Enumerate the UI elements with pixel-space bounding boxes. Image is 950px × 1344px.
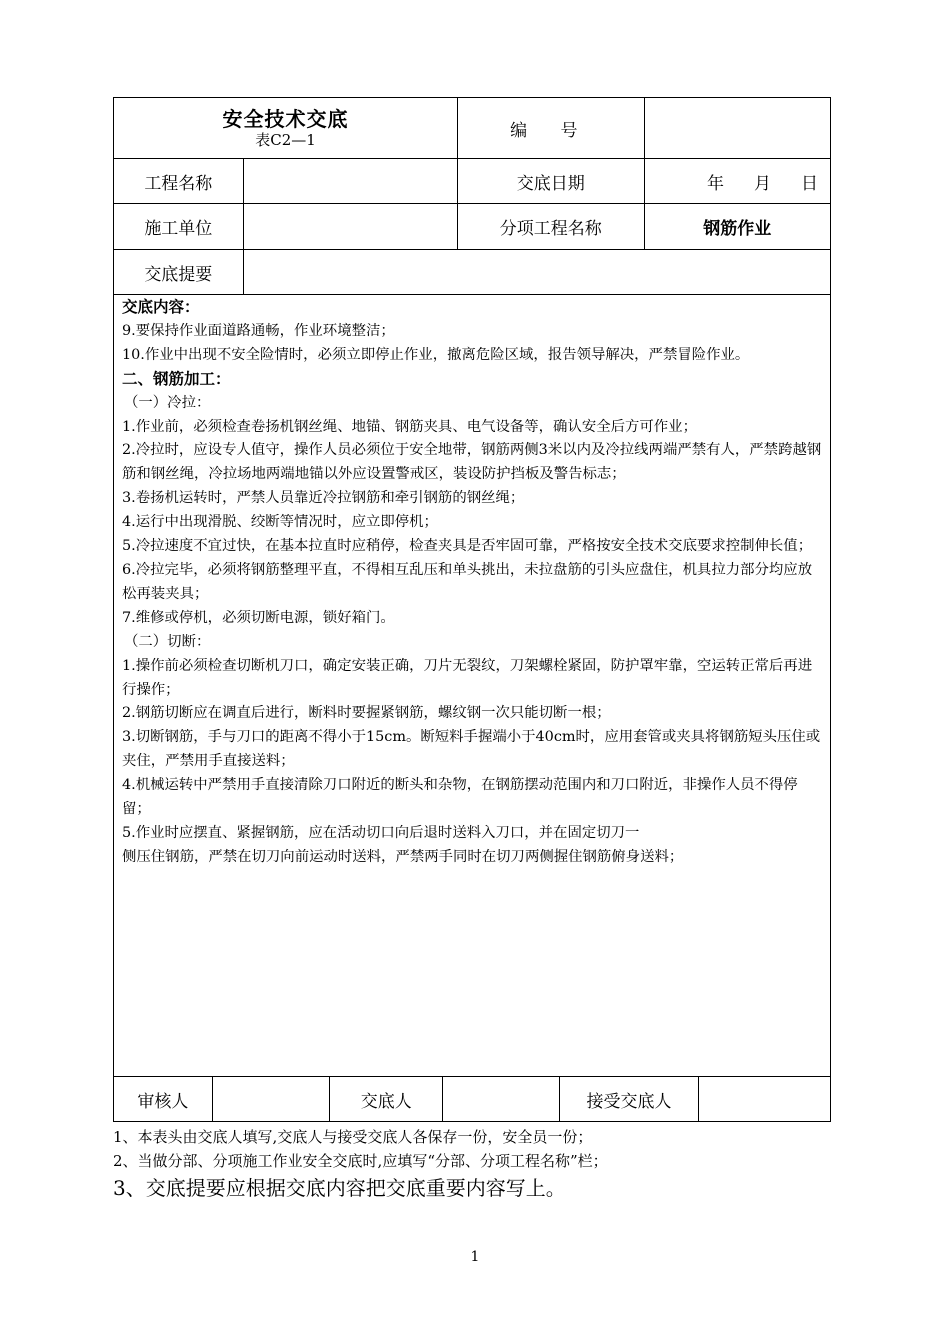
summary-label: 交底提要 xyxy=(144,264,213,285)
summary-row xyxy=(114,250,830,295)
reviewer-label-cell xyxy=(114,1077,213,1121)
project-name-label: 工程名称 xyxy=(144,173,213,194)
number-label-cell xyxy=(458,98,644,158)
presenter-value-cell[interactable] xyxy=(443,1077,560,1121)
receiver-label-cell xyxy=(560,1077,700,1121)
date-year: 年 xyxy=(707,173,724,194)
content-item: 3.卷扬机运转时，严禁人员靠近冷拉钢筋和牵引钢筋的钢丝绳； xyxy=(122,490,525,507)
subproject-value-cell[interactable] xyxy=(645,204,830,249)
unit-value-cell[interactable] xyxy=(244,204,458,249)
presenter-label-cell xyxy=(330,1077,443,1121)
section-title: 二、钢筋加工： xyxy=(122,369,231,388)
content-item: 7.维修或停机，必须切断电源，锁好箱门。 xyxy=(122,609,395,626)
content-item: 1.作业前，必须检查卷扬机钢丝绳、地锚、钢筋夹具、电气设备等，确认安全后方可作业； xyxy=(122,418,697,435)
content-item: 1.操作前必须检查切断机刀口，确定安装正确，刀片无裂纹，刀架螺栓紧固，防护罩牢靠，空运转正常后再进行操作； xyxy=(122,657,813,698)
subsection-title: （二）切断： xyxy=(124,633,211,650)
receiver-value-cell[interactable] xyxy=(699,1077,830,1121)
date-value-cell[interactable] xyxy=(645,159,831,203)
note-line: 1、本表头由交底人填写,交底人与接受交底人各保存一份，安全员一份； xyxy=(113,1128,593,1146)
signature-row xyxy=(114,1077,830,1121)
unit-row xyxy=(114,204,830,250)
safety-briefing-form xyxy=(113,97,831,1122)
note-line: 3、交底提要应根据交底内容把交底重要内容写上。 xyxy=(113,1176,566,1200)
unit-label-cell xyxy=(114,204,244,249)
project-name-value-cell[interactable] xyxy=(244,159,458,203)
content-line: 9.要保持作业面道路通畅，作业环境整洁； xyxy=(122,322,395,339)
presenter-label: 交底人 xyxy=(360,1091,412,1112)
date-day: 日 xyxy=(801,173,818,194)
project-name-label-cell xyxy=(114,159,244,203)
subproject-label-cell xyxy=(458,204,644,249)
unit-label: 施工单位 xyxy=(144,219,213,239)
date-label: 交底日期 xyxy=(516,173,585,194)
content-item: 4.机械运转中严禁用手直接清除刀口附近的断头和杂物，在钢筋摆动范围内和刀口附近，非操作人员不得停留； xyxy=(122,777,798,818)
reviewer-label: 审核人 xyxy=(137,1091,189,1112)
content-item: 侧压住钢筋，严禁在切刀向前运动时送料，严禁两手同时在切刀两侧握住钢筋俯身送料； xyxy=(122,848,684,865)
form-title: 安全技术交底 xyxy=(222,107,349,131)
summary-label-cell xyxy=(114,250,244,294)
content-item: 5.作业时应摆直、紧握钢筋，应在活动切口向后退时送料入刀口，并在固定切刀一 xyxy=(122,824,640,841)
content-item: 2.冷拉时，应设专人值守，操作人员必须位于安全地带，钢筋两侧3米以内及冷拉线两端严禁有人，严禁跨越钢筋和钢丝绳，冷拉场地两端地锚以外应设置警戒区，装设防护挡板及警告标志； xyxy=(122,442,822,483)
receiver-label: 接受交底人 xyxy=(586,1091,672,1112)
number-label: 编 号 xyxy=(510,120,592,141)
date-month: 月 xyxy=(754,173,771,194)
project-row xyxy=(114,159,830,204)
subproject-label: 分项工程名称 xyxy=(499,219,602,239)
date-label-cell xyxy=(458,159,644,203)
summary-value-cell[interactable] xyxy=(244,250,830,294)
form-code: 表C2—1 xyxy=(255,131,316,149)
form-title-cell xyxy=(114,98,458,158)
title-row xyxy=(114,98,830,159)
number-value-cell[interactable] xyxy=(645,98,830,158)
page-number: 1 xyxy=(470,1249,480,1265)
content-item: 3.切断钢筋，手与刀口的距离不得小于15cm。断短料手握端小于40cm时，应用套管或夹具将钢筋短头压住或夹住，严禁用手直接送料； xyxy=(122,729,821,770)
note-line: 2、当做分部、分项施工作业安全交底时,应填写“分部、分项工程名称”栏； xyxy=(113,1152,608,1170)
content-item: 5.冷拉速度不宜过快，在基本拉直时应稍停，检查夹具是否牢固可靠，严格按安全技术交底要求控制伸长值； xyxy=(122,538,813,555)
subproject-value: 钢筋作业 xyxy=(703,219,772,239)
content-heading: 交底内容： xyxy=(122,298,200,316)
briefing-content xyxy=(114,295,830,1077)
reviewer-value-cell[interactable] xyxy=(213,1077,331,1121)
subsection-title: （一）冷拉： xyxy=(124,394,211,411)
content-item: 2.钢筋切断应在调直后进行，断料时要握紧钢筋，螺纹钢一次只能切断一根； xyxy=(122,705,611,722)
content-line: 10.作业中出现不安全险情时，必须立即停止作业，撤离危险区域，报告领导解决，严禁冒险作业。 xyxy=(122,346,750,363)
content-item: 4.运行中出现滑脱、绞断等情况时，应立即停机； xyxy=(122,514,438,531)
content-item: 6.冷拉完毕，必须将钢筋整理平直，不得相互乱压和单头挑出，未拉盘筋的引头应盘住，机具拉力部分均应放松再装夹具； xyxy=(122,561,813,602)
form-notes xyxy=(113,1125,833,1203)
